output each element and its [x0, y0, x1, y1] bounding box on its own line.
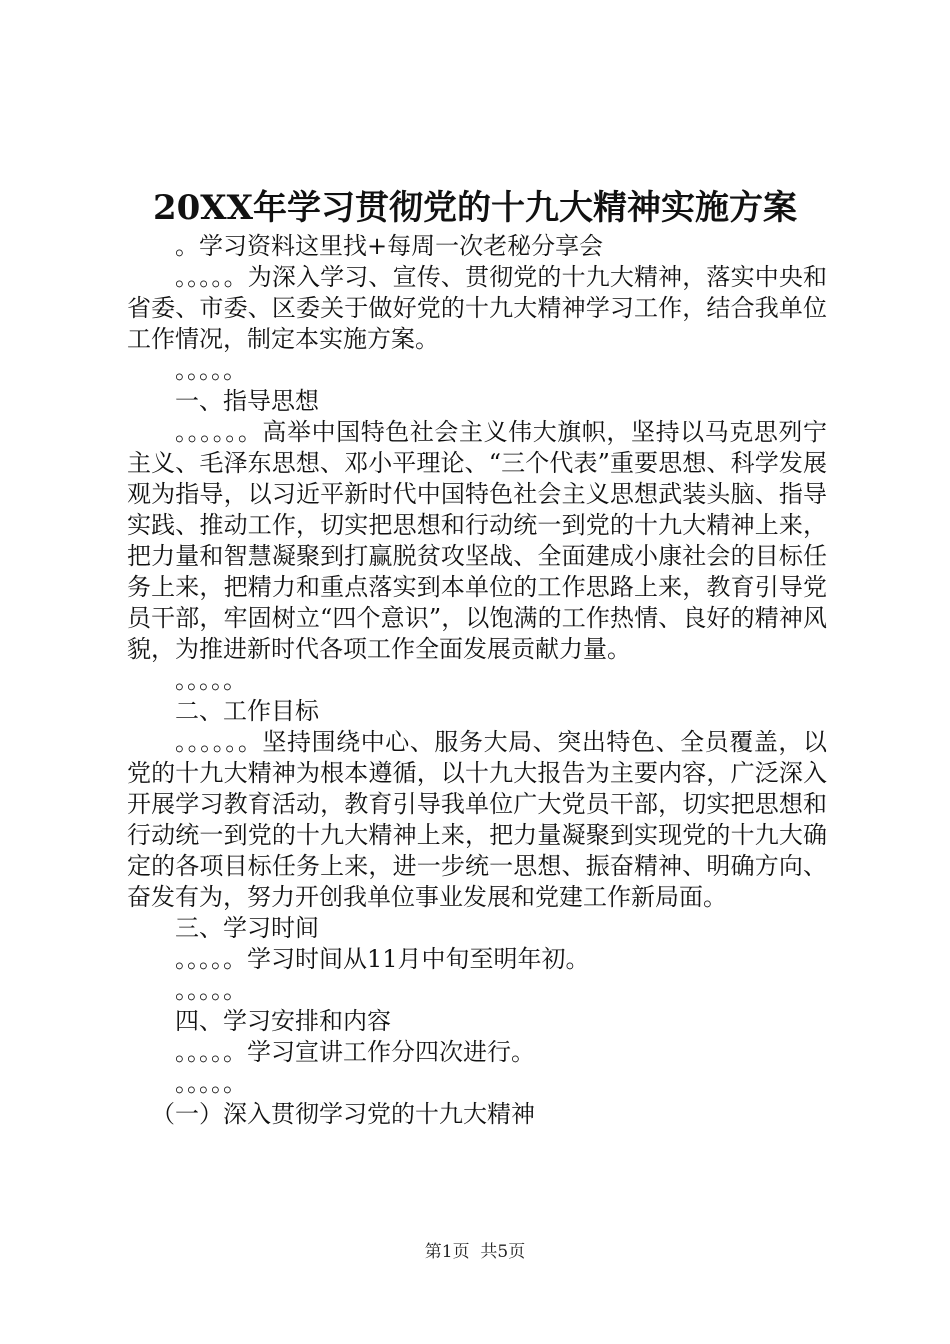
- paragraph-purpose: 。。。。。为深入学习、宣传、贯彻党的十九大精神，落实中央和省委、市委、区委关于做好党的十九大精神学习工作，结合我单位工作情况，制定本实施方案。: [127, 263, 827, 353]
- paragraph-study-time: 。。。。。学习时间从11月中旬至明年初。: [175, 945, 590, 973]
- paragraph-guiding-ideology: 。。。。。。高举中国特色社会主义伟大旗帜，坚持以马克思列宁主义、毛泽东思想、邓小平理论、“三个代表”重要思想、科学发展观为指导，以习近平新时代中国特色社会主义思想武装头脑、指导实践、推动工作，切实把思想和行动统一到党的十九大精神上来，把力量和智慧凝聚到打赢脱贫攻坚战、全面建成小康社会的目标任务上来，把精力和重点落实到本单位的工作思路上来，教育引导党员干部，牢固树立“四个意识”，以饱满的工作热情、良好的精神风貌，为推进新时代各项工作全面发展贡献力量。: [127, 418, 827, 663]
- paragraph-spacer: 。。。。。: [175, 356, 247, 384]
- paragraph-intro: 。学习资料这里找+每周一次老秘分享会: [175, 232, 604, 260]
- paragraph-study-arrangement: 。。。。。学习宣讲工作分四次进行。: [175, 1038, 535, 1066]
- paragraph-spacer: 。。。。。: [175, 976, 247, 1004]
- section-heading-study-arrangement: 四、学习安排和内容: [175, 1007, 391, 1035]
- paragraph-work-goals: 。。。。。。坚持围绕中心、服务大局、突出特色、全员覆盖，以党的十九大精神为根本遵循，以十九大报告为主要内容，广泛深入开展学习教育活动，教育引导我单位广大党员干部，切实把思想和行动统一到党的十九大精神上来，把力量凝聚到实现党的十九大确定的各项目标任务上来，进一步统一思想、振奋精神、明确方向、奋发有为，努力开创我单位事业发展和党建工作新局面。: [127, 728, 827, 911]
- section-heading-guiding-ideology: 一、指导思想: [175, 387, 319, 415]
- page-title: 20XX年学习贯彻党的十九大精神实施方案: [152, 188, 798, 228]
- document-body: [127, 231, 827, 1130]
- section-heading-work-goals: 二、工作目标: [175, 697, 319, 725]
- paragraph-spacer: 。。。。。: [175, 1069, 247, 1097]
- subsection-heading-1: （一）深入贯彻学习党的十九大精神: [151, 1100, 535, 1128]
- paragraph-spacer: 。。。。。: [175, 666, 247, 694]
- page-footer: 第1页 共5页: [424, 1242, 526, 1262]
- section-heading-study-time: 三、学习时间: [175, 914, 319, 942]
